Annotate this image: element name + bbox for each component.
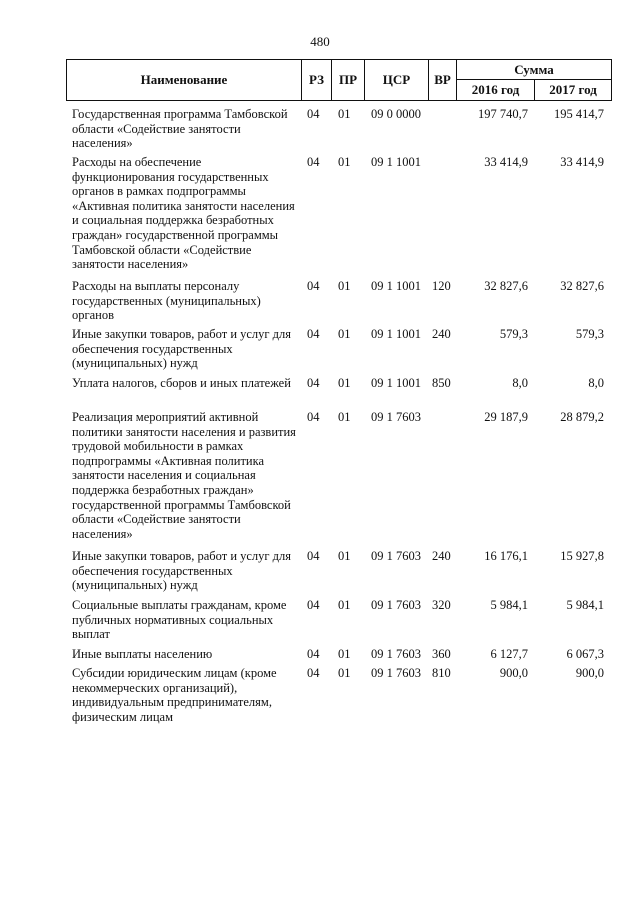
row-sum-2016: 6 127,7 xyxy=(490,647,528,661)
row-sum-2017: 8,0 xyxy=(588,376,604,390)
header-csr: ЦСР xyxy=(365,60,429,101)
header-year-2016: 2016 год xyxy=(457,80,535,101)
row-sum-2017: 900,0 xyxy=(575,666,604,680)
row-name: Уплата налогов, сборов и иных платежей xyxy=(72,376,291,390)
row-name: Реализация мероприятий активной политики занятости населения и развития трудовой мобильности в рамках подпрограммы «Активная политика занятости населения и социальная поддержка безработных граждан» государственной программы Тамбовской области «Содействие занятости населения» xyxy=(72,410,296,541)
row-sum-2016: 8,0 xyxy=(512,376,528,390)
row-rz: 04 xyxy=(307,549,320,563)
row-sum-2016: 197 740,7 xyxy=(478,107,528,121)
row-pr: 01 xyxy=(338,327,351,341)
row-sum-2017: 5 984,1 xyxy=(566,598,604,612)
row-vr: 360 xyxy=(432,647,451,661)
row-sum-2016: 32 827,6 xyxy=(484,279,528,293)
row-vr: 240 xyxy=(432,327,451,341)
table-header xyxy=(66,59,612,101)
row-rz: 04 xyxy=(307,327,320,341)
row-rz: 04 xyxy=(307,107,320,121)
row-vr: 810 xyxy=(432,666,451,680)
row-rz: 04 xyxy=(307,598,320,612)
row-csr: 09 0 0000 xyxy=(371,107,421,121)
row-name: Расходы на выплаты персоналу государственных (муниципальных) органов xyxy=(72,279,261,323)
row-rz: 04 xyxy=(307,376,320,390)
row-pr: 01 xyxy=(338,376,351,390)
row-csr: 09 1 1001 xyxy=(371,155,421,169)
row-sum-2017: 33 414,9 xyxy=(560,155,604,169)
row-csr: 09 1 7603 xyxy=(371,549,421,563)
row-rz: 04 xyxy=(307,666,320,680)
row-rz: 04 xyxy=(307,155,320,169)
row-pr: 01 xyxy=(338,666,351,680)
header-sum: Сумма xyxy=(457,60,612,80)
row-pr: 01 xyxy=(338,647,351,661)
header-pr: ПР xyxy=(332,60,365,101)
row-name: Расходы на обеспечение функционирования государственных органов в рамках подпрограммы «Активная политика занятости населения и социальная поддержка безработных граждан» государственной программы Тамбовской области «Содействие занятости населения» xyxy=(72,155,295,272)
row-pr: 01 xyxy=(338,279,351,293)
row-name: Иные выплаты населению xyxy=(72,647,213,661)
row-sum-2017: 195 414,7 xyxy=(554,107,604,121)
row-rz: 04 xyxy=(307,410,320,424)
row-sum-2017: 28 879,2 xyxy=(560,410,604,424)
header-rz: РЗ xyxy=(302,60,332,101)
row-vr: 240 xyxy=(432,549,451,563)
row-vr: 320 xyxy=(432,598,451,612)
row-vr: 120 xyxy=(432,279,451,293)
row-name: Субсидии юридическим лицам (кроме некоммерческих организаций), индивидуальным предпринимателям, физическим лицам xyxy=(72,666,277,724)
row-pr: 01 xyxy=(338,549,351,563)
row-name: Иные закупки товаров, работ и услуг для обеспечения государственных (муниципальных) нужд xyxy=(72,327,292,371)
row-csr: 09 1 1001 xyxy=(371,327,421,341)
row-csr: 09 1 7603 xyxy=(371,598,421,612)
row-csr: 09 1 7603 xyxy=(371,647,421,661)
row-sum-2016: 16 176,1 xyxy=(484,549,528,563)
row-name: Государственная программа Тамбовской области «Содействие занятости населения» xyxy=(72,107,288,151)
row-pr: 01 xyxy=(338,155,351,169)
row-pr: 01 xyxy=(338,598,351,612)
row-sum-2017: 32 827,6 xyxy=(560,279,604,293)
row-name: Иные закупки товаров, работ и услуг для обеспечения государственных (муниципальных) нужд xyxy=(72,549,292,593)
row-rz: 04 xyxy=(307,279,320,293)
row-sum-2017: 6 067,3 xyxy=(566,647,604,661)
row-pr: 01 xyxy=(338,107,351,121)
row-csr: 09 1 1001 xyxy=(371,279,421,293)
row-sum-2016: 900,0 xyxy=(499,666,528,680)
header-name: Наименование xyxy=(67,60,302,101)
row-sum-2016: 5 984,1 xyxy=(490,598,528,612)
row-name: Социальные выплаты гражданам, кроме публичных нормативных социальных выплат xyxy=(72,598,287,642)
row-rz: 04 xyxy=(307,647,320,661)
row-sum-2016: 29 187,9 xyxy=(484,410,528,424)
row-sum-2017: 15 927,8 xyxy=(560,549,604,563)
row-sum-2016: 33 414,9 xyxy=(484,155,528,169)
row-csr: 09 1 7603 xyxy=(371,410,421,424)
row-sum-2017: 579,3 xyxy=(575,327,604,341)
row-pr: 01 xyxy=(338,410,351,424)
page-number: 480 xyxy=(310,34,330,49)
row-csr: 09 1 7603 xyxy=(371,666,421,680)
header-year-2017: 2017 год xyxy=(535,80,612,101)
header-vr: ВР xyxy=(429,60,457,101)
row-csr: 09 1 1001 xyxy=(371,376,421,390)
row-vr: 850 xyxy=(432,376,451,390)
row-sum-2016: 579,3 xyxy=(499,327,528,341)
